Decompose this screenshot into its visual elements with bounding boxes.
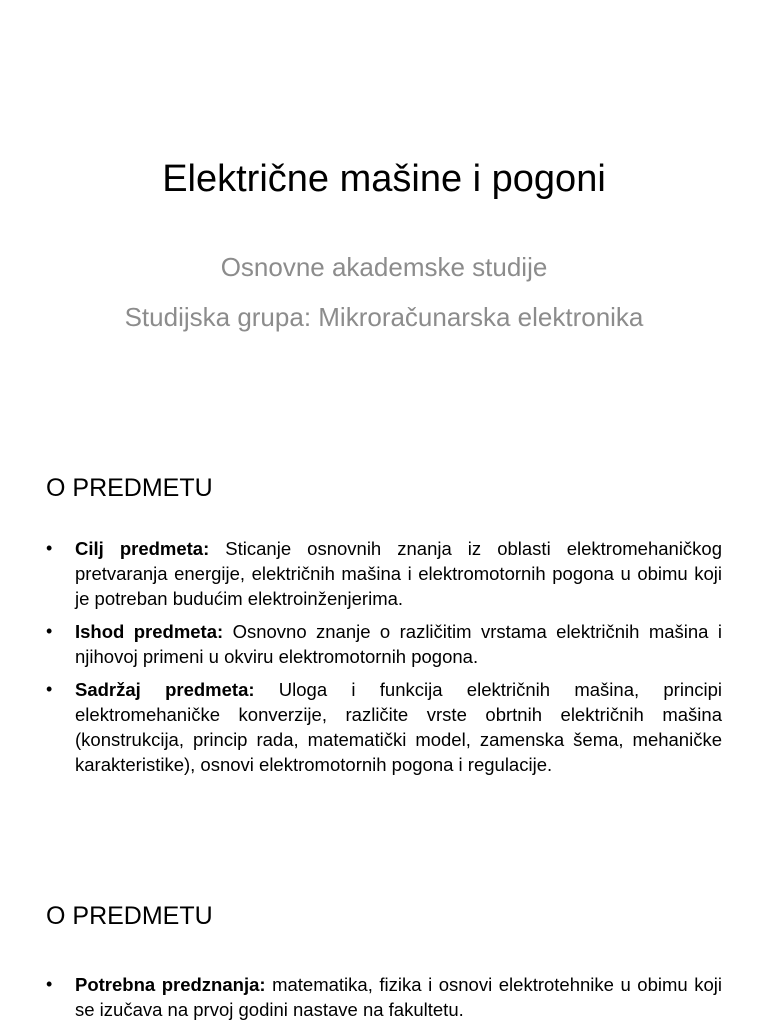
bullet-text: Sticanje osnovnih znanja iz oblasti elektromehaničkog pretvaranja energije, električnih mašina i elektromotornih pogona u obimu koji je potreban budućim elektroinženjerima.	[75, 538, 723, 609]
bullet-term: Ishod predmeta:	[75, 621, 224, 642]
slide-title: Električne mašine i pogoni	[162, 158, 606, 200]
subtitle-program: Osnovne akademske studije	[220, 252, 548, 282]
bullet-prerequisites	[46, 972, 722, 1022]
bullet-dot-icon: •	[46, 621, 53, 641]
section-heading: O PREDMETU	[46, 474, 213, 502]
title-slide	[0, 0, 768, 420]
course-info-slide	[0, 450, 768, 850]
bullet-dot-icon: •	[46, 538, 53, 558]
bullet-text: matematika, fizika i osnovi elektrotehnike u obimu koji se izučava na prvoj godini nastave na fakultetu.	[75, 974, 722, 1020]
bullet-outcome	[46, 619, 722, 669]
bullet-content	[46, 677, 722, 777]
bullet-goal	[46, 536, 722, 611]
bullet-list	[46, 972, 722, 1024]
bullet-term: Sadržaj predmeta:	[75, 679, 255, 700]
bullet-term: Cilj predmeta:	[75, 538, 210, 559]
bullet-text: Uloga i funkcija električnih mašina, principi elektromehaničke konverzije, različite vrste obrtnih električnih mašina (konstrukcija, princip rada, matematički model, zamenska šema, mehaničke karakteristike), osnovi elektromotornih pogona i regulacije.	[75, 679, 723, 775]
bullet-list	[46, 536, 722, 785]
section-heading: O PREDMETU	[46, 902, 213, 930]
bullet-dot-icon: •	[46, 679, 53, 699]
bullet-text: Osnovno znanje o različitim vrstama električnih mašina i njihovoj primeni u okviru elektromotornih pogona.	[75, 621, 722, 667]
subtitle-study-group: Studijska grupa: Mikroračunarska elektronika	[124, 302, 644, 332]
bullet-dot-icon: •	[46, 974, 53, 994]
bullet-term: Potrebna predznanja:	[75, 974, 266, 995]
prerequisites-slide	[0, 878, 768, 1024]
